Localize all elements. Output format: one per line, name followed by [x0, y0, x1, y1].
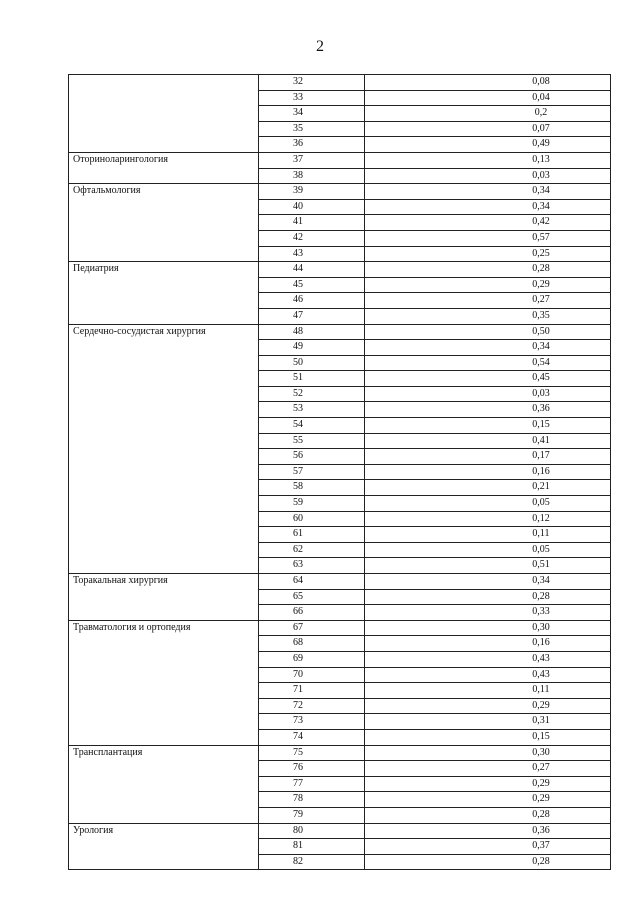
group-number-cell: 40	[259, 199, 365, 215]
group-number-cell: 65	[259, 589, 365, 605]
coefficient-cell: 0,15	[365, 729, 611, 745]
table-row	[69, 745, 611, 761]
coefficient-cell: 0,33	[365, 605, 611, 621]
group-number-cell: 69	[259, 651, 365, 667]
specialty-cell: Оториноларингология	[69, 152, 259, 183]
coefficient-cell: 0,34	[365, 199, 611, 215]
coefficient-cell: 0,35	[365, 308, 611, 324]
specialty-cell: Травматология и ортопедия	[69, 620, 259, 745]
coefficient-cell: 0,11	[365, 683, 611, 699]
group-number-cell: 71	[259, 683, 365, 699]
coefficient-cell: 0,29	[365, 277, 611, 293]
table-row	[69, 574, 611, 590]
coefficient-cell: 0,31	[365, 714, 611, 730]
group-number-cell: 50	[259, 355, 365, 371]
group-number-cell: 39	[259, 184, 365, 200]
group-number-cell: 33	[259, 90, 365, 106]
specialty-cell	[69, 75, 259, 153]
coefficient-cell: 0,07	[365, 121, 611, 137]
group-number-cell: 63	[259, 558, 365, 574]
specialty-cell: Торакальная хирургия	[69, 574, 259, 621]
group-number-cell: 38	[259, 168, 365, 184]
coefficient-cell: 0,15	[365, 418, 611, 434]
coefficient-cell: 0,17	[365, 449, 611, 465]
group-number-cell: 75	[259, 745, 365, 761]
group-number-cell: 82	[259, 854, 365, 870]
coefficient-cell: 0,29	[365, 792, 611, 808]
specialty-cell: Трансплантация	[69, 745, 259, 823]
group-number-cell: 62	[259, 542, 365, 558]
table-row	[69, 620, 611, 636]
specialty-cell: Сердечно-сосудистая хирургия	[69, 324, 259, 574]
specialty-cell: Урология	[69, 823, 259, 870]
group-number-cell: 43	[259, 246, 365, 262]
table-body	[69, 75, 611, 870]
coefficient-cell: 0,34	[365, 574, 611, 590]
coefficient-cell: 0,08	[365, 75, 611, 91]
group-number-cell: 74	[259, 729, 365, 745]
specialty-cell: Офтальмология	[69, 184, 259, 262]
coefficient-cell: 0,16	[365, 636, 611, 652]
coefficient-cell: 0,57	[365, 230, 611, 246]
specialty-cell: Педиатрия	[69, 262, 259, 324]
coefficient-cell: 0,34	[365, 340, 611, 356]
group-number-cell: 37	[259, 152, 365, 168]
coefficient-cell: 0,28	[365, 262, 611, 278]
group-number-cell: 52	[259, 386, 365, 402]
table-row	[69, 324, 611, 340]
coefficient-cell: 0,27	[365, 761, 611, 777]
table-row	[69, 262, 611, 278]
coefficients-table	[68, 74, 611, 870]
coefficient-cell: 0,36	[365, 402, 611, 418]
group-number-cell: 80	[259, 823, 365, 839]
coefficient-cell: 0,27	[365, 293, 611, 309]
group-number-cell: 60	[259, 511, 365, 527]
coefficient-cell: 0,21	[365, 480, 611, 496]
coefficient-cell: 0,25	[365, 246, 611, 262]
group-number-cell: 57	[259, 464, 365, 480]
page-number: 2	[316, 38, 324, 55]
coefficient-cell: 0,45	[365, 371, 611, 387]
coefficient-cell: 0,30	[365, 745, 611, 761]
group-number-cell: 59	[259, 496, 365, 512]
table-row	[69, 184, 611, 200]
group-number-cell: 72	[259, 698, 365, 714]
coefficient-cell: 0,28	[365, 807, 611, 823]
coefficient-cell: 0,2	[365, 106, 611, 122]
coefficient-cell: 0,28	[365, 854, 611, 870]
table-row	[69, 152, 611, 168]
group-number-cell: 73	[259, 714, 365, 730]
group-number-cell: 68	[259, 636, 365, 652]
group-number-cell: 53	[259, 402, 365, 418]
group-number-cell: 78	[259, 792, 365, 808]
coefficient-cell: 0,41	[365, 433, 611, 449]
coefficient-cell: 0,43	[365, 651, 611, 667]
coefficient-cell: 0,05	[365, 542, 611, 558]
table-row	[69, 823, 611, 839]
group-number-cell: 46	[259, 293, 365, 309]
group-number-cell: 64	[259, 574, 365, 590]
group-number-cell: 47	[259, 308, 365, 324]
group-number-cell: 66	[259, 605, 365, 621]
coefficient-cell: 0,43	[365, 667, 611, 683]
group-number-cell: 48	[259, 324, 365, 340]
coefficient-cell: 0,12	[365, 511, 611, 527]
coefficient-cell: 0,54	[365, 355, 611, 371]
coefficient-cell: 0,34	[365, 184, 611, 200]
coefficient-cell: 0,03	[365, 386, 611, 402]
table-row	[69, 75, 611, 91]
coefficient-cell: 0,11	[365, 527, 611, 543]
group-number-cell: 42	[259, 230, 365, 246]
group-number-cell: 35	[259, 121, 365, 137]
group-number-cell: 77	[259, 776, 365, 792]
group-number-cell: 45	[259, 277, 365, 293]
coefficient-cell: 0,29	[365, 698, 611, 714]
coefficient-cell: 0,51	[365, 558, 611, 574]
group-number-cell: 44	[259, 262, 365, 278]
group-number-cell: 67	[259, 620, 365, 636]
group-number-cell: 54	[259, 418, 365, 434]
coefficient-cell: 0,42	[365, 215, 611, 231]
coefficient-cell: 0,04	[365, 90, 611, 106]
group-number-cell: 79	[259, 807, 365, 823]
coefficient-cell: 0,28	[365, 589, 611, 605]
coefficient-cell: 0,30	[365, 620, 611, 636]
coefficient-cell: 0,13	[365, 152, 611, 168]
group-number-cell: 70	[259, 667, 365, 683]
group-number-cell: 41	[259, 215, 365, 231]
coefficient-cell: 0,50	[365, 324, 611, 340]
group-number-cell: 49	[259, 340, 365, 356]
group-number-cell: 32	[259, 75, 365, 91]
group-number-cell: 76	[259, 761, 365, 777]
group-number-cell: 36	[259, 137, 365, 153]
coefficient-cell: 0,37	[365, 839, 611, 855]
group-number-cell: 58	[259, 480, 365, 496]
coefficient-cell: 0,49	[365, 137, 611, 153]
coefficient-cell: 0,03	[365, 168, 611, 184]
group-number-cell: 51	[259, 371, 365, 387]
coefficient-cell: 0,36	[365, 823, 611, 839]
coefficient-cell: 0,29	[365, 776, 611, 792]
coefficient-cell: 0,16	[365, 464, 611, 480]
group-number-cell: 55	[259, 433, 365, 449]
group-number-cell: 61	[259, 527, 365, 543]
group-number-cell: 81	[259, 839, 365, 855]
group-number-cell: 56	[259, 449, 365, 465]
group-number-cell: 34	[259, 106, 365, 122]
coefficient-cell: 0,05	[365, 496, 611, 512]
